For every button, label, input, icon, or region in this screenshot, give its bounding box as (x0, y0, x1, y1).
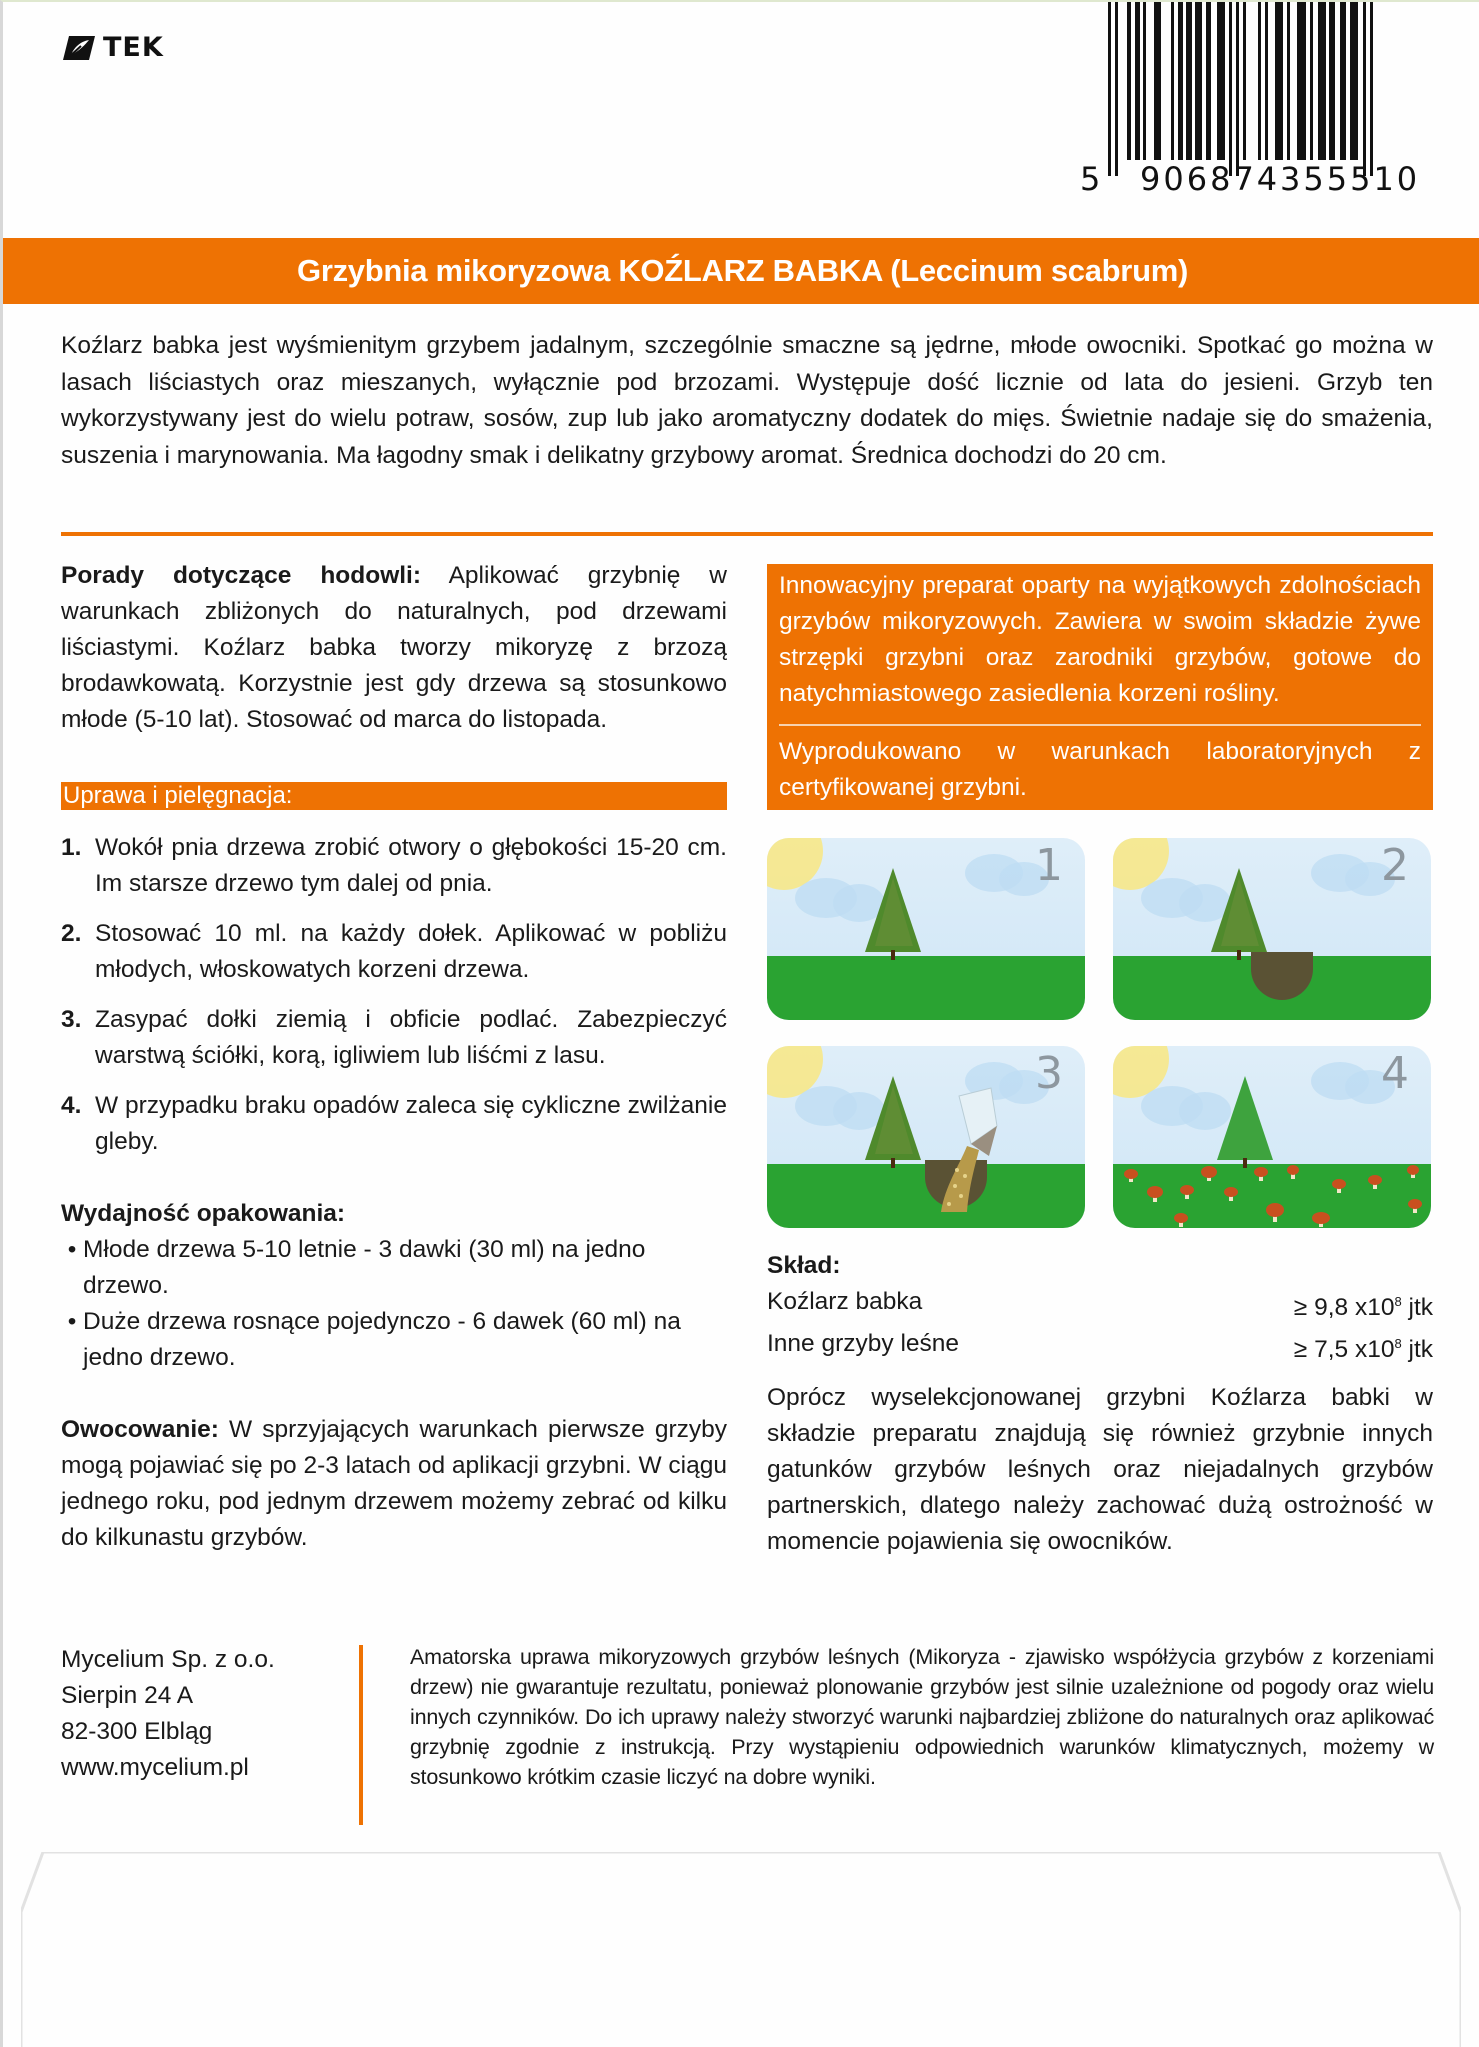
brand-logo (61, 32, 164, 63)
product-description: Koźlarz babka jest wyśmienitym grzybem jadalnym, szczególnie smaczne są jędrne, młode owocniki. Spotkać go można w lasach liściastych oraz mieszanych, wyłącznie pod brzozami. Występuje dość licznie od lata do jesieni. Grzyb ten wykorzystywany jest do wielu potraw, sosów, zup lub jako aromatyczny dodatek do mięs. Świetnie nadaje się do smażenia, suszenia i marynowania. Ma łagodny smak i delikatny grzybowy aromat. Średnica dochodzi do 20 cm. (61, 332, 1433, 469)
composition (767, 1248, 1433, 1560)
company-city: 82-300 Elbląg (61, 1718, 213, 1745)
barcode-digit-first: 5 (1080, 160, 1104, 198)
left-column (61, 558, 727, 1556)
company-name: Mycelium Sp. z o.o. (61, 1646, 275, 1673)
panel-number: 1 (1035, 840, 1063, 891)
tree-icon (863, 868, 923, 960)
barcode-digits-left: 906874 (1140, 160, 1281, 198)
panel-number: 4 (1381, 1048, 1409, 1099)
care-heading: Uprawa i pielęgnacja: (61, 782, 727, 810)
yield-heading: Wydajność opakowania: (61, 1200, 346, 1227)
disclaimer: Amatorska uprawa mikoryzowych grzybów leśnych (Mikoryza - zjawisko współżycia grzybów z korzeniami drzew) nie gwarantuje rezultatu, ponieważ plonowanie grzybów jest silnie uzależnione od pogody oraz wielu innych czynników. Do ich uprawy należy stworzyć warunki najbardziej zbliżone do naturalnych oraz aplikować grzybnię zgodnie z instrukcją. Przy wystąpieniu odpowiednich warunków klimatycznych, możemy w stosunkowo krótkim czasie liczyć na dobre wyniki. (410, 1645, 1434, 1789)
promo-divider (779, 724, 1421, 726)
bullet-icon: • (67, 1236, 77, 1263)
barcode (1080, 2, 1421, 198)
care-step: 1. Wokół pnia drzewa zrobić otwory o głębokości 15-20 cm. Im starsze drzewo tym dalej od pnia. (61, 834, 727, 897)
barcode-digits-right: 355510 (1280, 160, 1421, 198)
tree-icon (1213, 1076, 1277, 1168)
brand-name: TEK (103, 32, 164, 63)
composition-row: Koźlarz babka ≥ 9,8 $x10^8$ jtk (767, 1288, 1433, 1321)
composition-heading: Skład: (767, 1252, 841, 1279)
instruction-panels (767, 838, 1433, 1228)
company-address (61, 1642, 275, 1786)
yield-item: • Duże drzewa rosnące pojedynczo - 6 dawek (60 ml) na jedno drzewo. (61, 1304, 727, 1376)
mycelium-pouring-icon (919, 1086, 999, 1216)
instruction-panel-3 (767, 1046, 1085, 1228)
bullet-icon: • (67, 1308, 77, 1335)
fruiting-text: W sprzyjających warunkach pierwsze grzyby mogą pojawiać się po 2-3 latach od aplikacji grzybni. W ciągu jednego roku, pod jednym drzewem możemy zebrać od kilku do kilkunastu grzybów. (61, 1416, 727, 1551)
packet-flap (21, 1852, 1461, 2047)
product-title: Grzybnia mikoryzowa KOŹLARZ BABKA (Leccinum scabrum) (297, 253, 1188, 288)
tree-icon (863, 1076, 923, 1168)
footer-divider (359, 1645, 363, 1825)
panel-number: 3 (1035, 1048, 1063, 1099)
promo-box (767, 564, 1433, 810)
care-step: 3. Zasypać dołki ziemią i obficie podlać. Zabezpieczyć warstwą ściółki, korą, igliwiem lub liśćmi z lasu. (61, 1006, 727, 1069)
care-step: 4. W przypadku braku opadów zaleca się cykliczne zwilżanie gleby. (61, 1092, 727, 1155)
company-street: Sierpin 24 A (61, 1682, 194, 1709)
instruction-panel-1 (767, 838, 1085, 1020)
panel-number: 2 (1381, 840, 1409, 891)
yield-list (61, 1232, 727, 1376)
grass (767, 956, 1085, 1020)
composition-note: Oprócz wyselekcjonowanej grzybni Koźlarza babki w składzie preparatu znajdują się również grzybnie innych gatunków grzybów leśnych oraz niejadalnych grzybów partnerskich, dlatego należy zachować dużą ostrożność w momencie pojawienia się owocników. (767, 1384, 1433, 1555)
care-steps (61, 830, 727, 1160)
care-step: 2. Stosować 10 ml. na każdy dołek. Aplikować w pobliżu młodych, włoskowatych korzeni drzewa. (61, 920, 727, 983)
leaf-icon (61, 33, 97, 63)
section-divider (61, 532, 1433, 536)
company-website[interactable]: www.mycelium.pl (61, 1754, 249, 1781)
fruiting-info (61, 1412, 727, 1556)
mushrooms-icon (1113, 1164, 1431, 1228)
growing-tips-label: Porady dotyczące hodowli: (61, 562, 422, 589)
instruction-panel-2 (1113, 838, 1431, 1020)
right-column (767, 564, 1433, 1560)
composition-row: Inne grzyby leśne ≥ 7,5 $x10^8$ jtk (767, 1330, 1433, 1363)
promo-lab-text: Wyprodukowano w warunkach laboratoryjnych z certyfikowanej grzybni. (779, 738, 1421, 801)
title-bar (3, 238, 1479, 304)
promo-text: Innowacyjny preparat oparty na wyjątkowych zdolnościach grzybów mikoryzowych. Zawiera w swoim składzie żywe strzępki grzybni oraz zarodniki grzybów, gotowe do natychmiastowego zasiedlenia korzeni rośliny. (779, 572, 1421, 707)
instruction-panel-4 (1113, 1046, 1431, 1228)
tree-icon (1209, 868, 1269, 960)
growing-tips (61, 558, 727, 738)
yield-item: • Młode drzewa 5-10 letnie - 3 dawki (30 ml) na jedno drzewo. (61, 1232, 727, 1304)
fruiting-label: Owocowanie: (61, 1416, 219, 1443)
growing-tips-text: Aplikować grzybnię w warunkach zbliżonych do naturalnych, pod drzewami liściastymi. Koźlarz babka tworzy mikoryzę z brzozą brodawkowatą. Korzystnie jest gdy drzewa są stosunkowo młode (5-10 lat). Stosować od marca do listopada. (61, 562, 727, 733)
barcode-bars (1108, 2, 1408, 160)
